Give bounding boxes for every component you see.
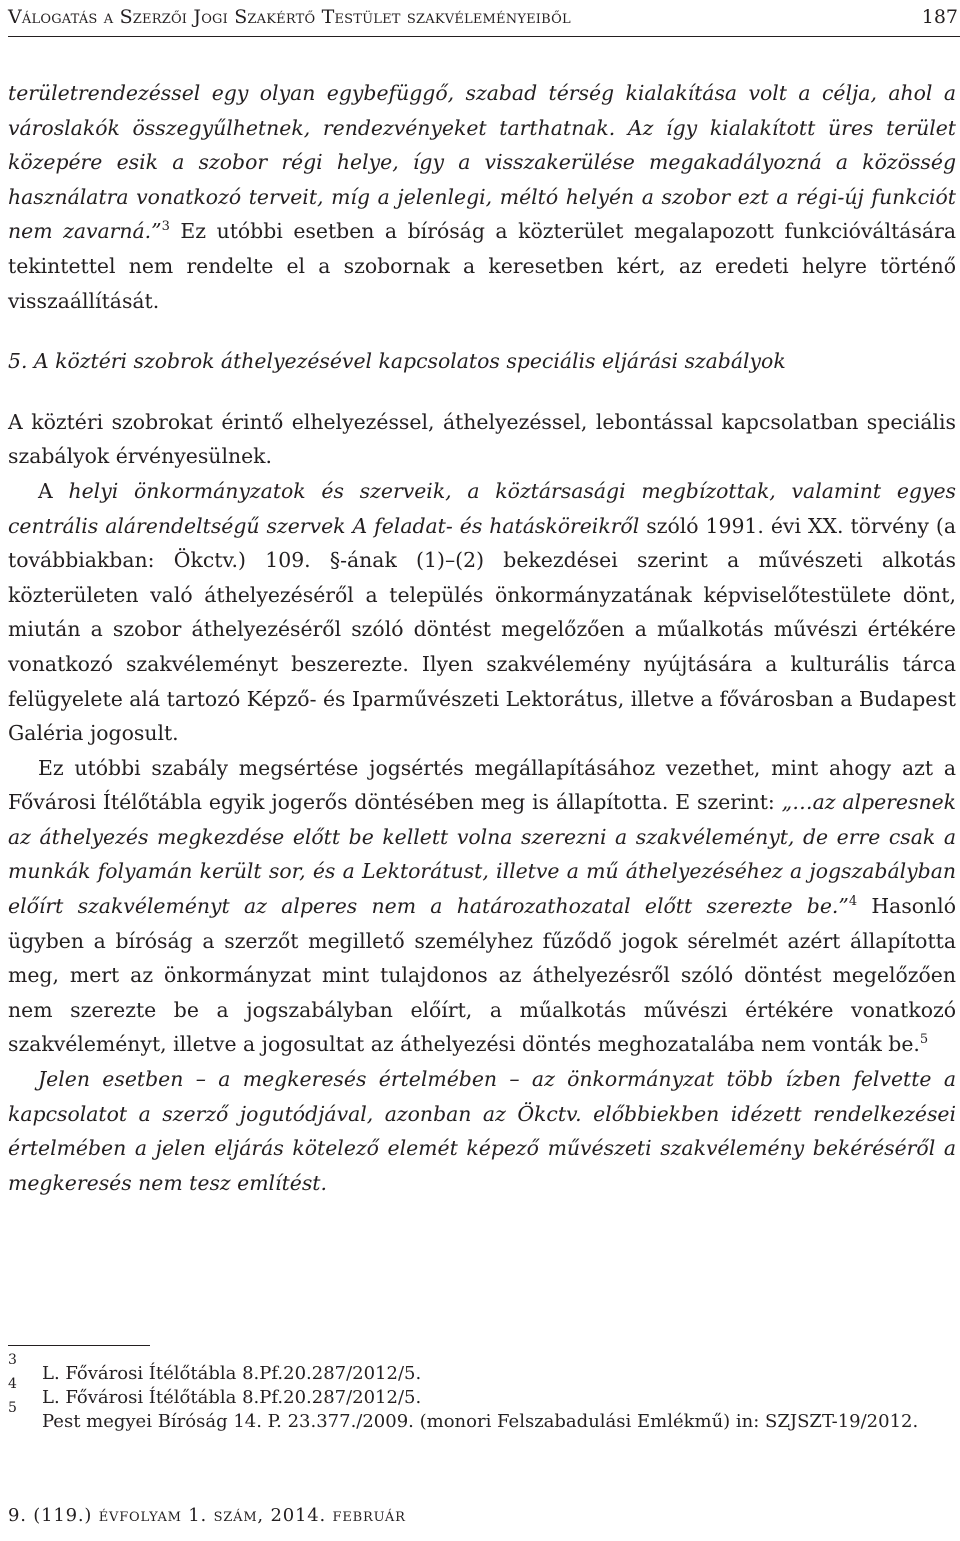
paragraph-1-italic: területrendezéssel egy olyan egybefüggő, szabad térség kialakítása volt a célja, ahol a városlakók összegyűlhetnek, rendezvényeket tarthatnak. Az így kialakított üres terület közepére esik a szobor régi helye, így a visszakerülése megakadályozná a közösség használatra vonatkozó terveit, míg a jelenlegi, méltó helyén a szobor ezt a régi-új funkciót nem zavarná.” (8, 81, 956, 244)
paragraph-4-text: Hasonló ügyben a bíróság a szerzőt megillető személyhez fűződő jogok sérelmét azért állapította meg, mert az önkormányzat mint tulajdonos az áthelyezésről szóló döntést megelőzően nem szerezte be a jogszabályban előírt, a műalkotás művészi értékére vonatkozó szakvéleményt, illetve a jogosultat az áthelyezési döntés meghozatalába nem vonták be. (8, 894, 956, 1057)
paragraph-3-text: szóló 1991. évi XX. törvény (a továbbiakban: Ökctv.) 109. §-ának (1)–(2) bekezdései szerint a művészeti alkotás közterületen való áthelyezéséről a település önkormányzatának képviselőtestülete dönt, miután a szobor áthelyezéséről szóló döntést megelőzően a műalkotás művészi értékére vonatkozó szakvéleményt beszerezte. Ilyen szakvélemény nyújtására a kulturális tárca felügyelete alá tartozó Képző- és Iparművészeti Lektorátus, illetve a fővárosban a Budapest Galéria jogosult. (8, 513, 956, 746)
paragraph-3-lead: A (38, 478, 69, 503)
paragraph-4-lead: Ez utóbbi szabály megsértése jogsértés megállapításához vezethet, mint ahogy azt a Fővárosi Ítélőtábla egyik jogerős döntésében meg is állapította. E szerint: (8, 755, 956, 815)
paragraph-3 (8, 474, 956, 751)
footnote-text: L. Fővárosi Ítélőtábla 8.Pf.20.287/2012/5. (42, 1363, 422, 1384)
paragraph-5 (8, 1062, 956, 1200)
footnote-divider (8, 1345, 150, 1346)
footnote-ref-4: 4 (848, 894, 858, 910)
page-number: 187 (921, 6, 958, 28)
footnote (8, 1376, 956, 1408)
footnote-ref-3: 3 (161, 219, 170, 235)
footnote-text: Pest megyei Bíróság 14. P. 23.377./2009. (monori Felszabadulási Emlékmű) in: SZJSZT-19/2012. (42, 1411, 919, 1432)
footnotes (8, 1352, 956, 1432)
paragraph-4 (8, 751, 956, 1062)
footnote-number: 5 (8, 1400, 17, 1416)
paragraph-4-quote: „…az alperesnek az áthelyezés megkezdése előtt be kellett volna szerezni a szakvéleményt, de erre csak a munkák folyamán került sor, és a Lektorátust, illetve a mű áthelyezéséhez a jogszabályban előírt szakvéleményt az alperes nem a határozathozatal előtt szerezte be.” (8, 790, 956, 919)
paragraph-2: A köztéri szobrokat érintő elhelyezéssel, áthelyezéssel, lebontással kapcsolatban speciális szabályok érvényesülnek. (8, 409, 956, 469)
paragraph-3-law-title: helyi önkormányzatok és szerveik, a köztársasági megbízottak, valamint egyes centrális alárendeltségű szervek A feladat- és hatásköreikről (8, 478, 956, 538)
body-text (8, 76, 956, 1200)
footnote (8, 1352, 956, 1384)
header-divider (8, 36, 960, 37)
document-page (8, 0, 960, 1541)
footnote (8, 1400, 956, 1432)
footnote-text: L. Fővárosi Ítélőtábla 8.Pf.20.287/2012/5. (42, 1387, 422, 1408)
issue-footer: 9. (119.) évfolyam 1. szám, 2014. február (8, 1505, 406, 1526)
running-title: Válogatás a Szerzői Jogi Szakértő Testület szakvéleményeiből (8, 6, 571, 28)
paragraph-1 (8, 76, 956, 318)
paragraph-5-italic: Jelen esetben – a megkeresés értelmében – az önkormányzat több ízben felvette a kapcsolatot a szerző jogutódjával, azonban az Ökctv. előbbiekben idézett rendelkezései értelmében a jelen eljárás kötelező elemét képező művészeti szakvélemény bekéréséről a megkeresés nem tesz említést. (8, 1067, 956, 1195)
footnote-number: 4 (8, 1376, 17, 1392)
footnote-number: 3 (8, 1352, 17, 1368)
section-heading: 5. A köztéri szobrok áthelyezésével kapcsolatos speciális eljárási szabályok (8, 349, 786, 374)
footnote-ref-5: 5 (919, 1032, 929, 1048)
paragraph-1-text: Ez utóbbi esetben a bíróság a közterület megalapozott funkcióváltására tekintettel nem rendelte el a szobornak a keresetben kért, az eredeti helyre történő visszaállítását. (8, 219, 956, 313)
